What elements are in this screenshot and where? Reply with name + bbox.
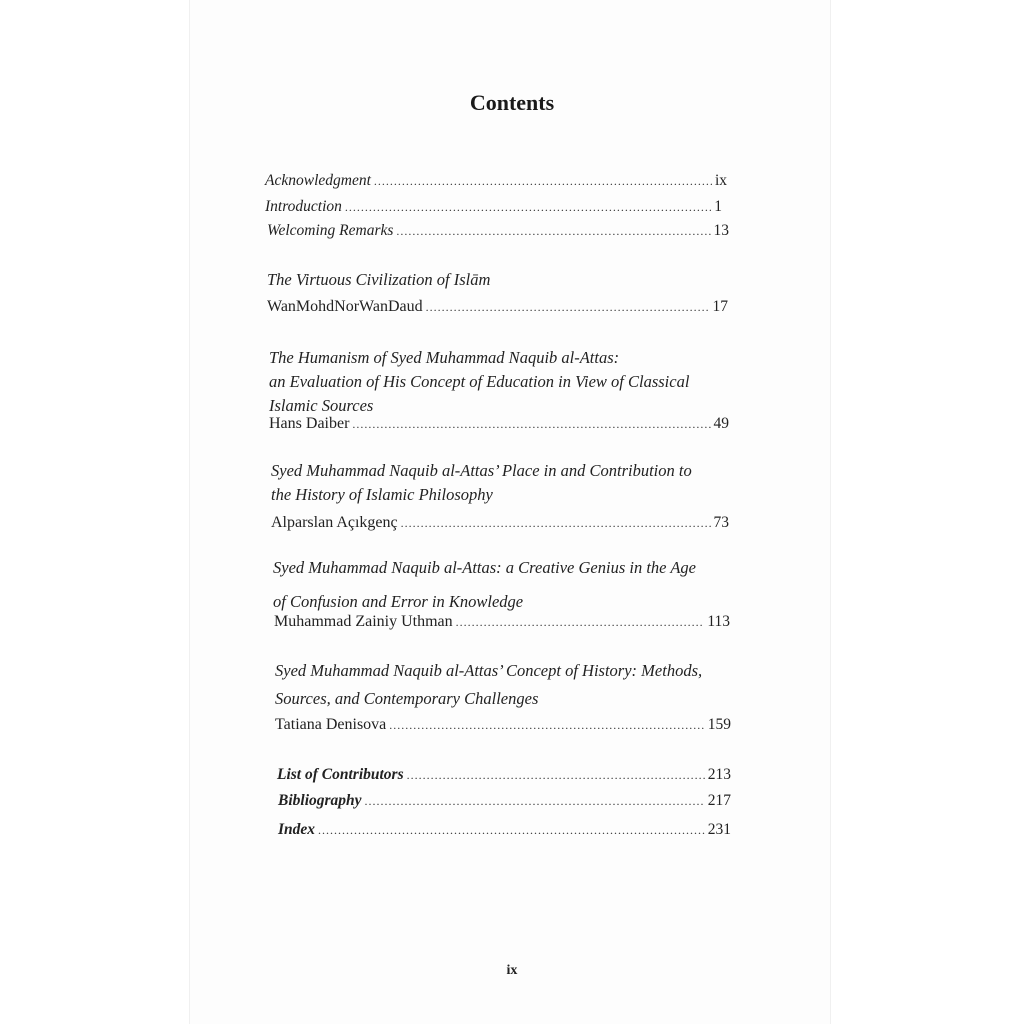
dot-leader — [456, 615, 705, 630]
dot-leader — [389, 718, 704, 733]
dot-leader — [426, 300, 710, 315]
toc-entry-acknowledgment — [265, 172, 727, 190]
toc-entry-page: 113 — [707, 613, 730, 630]
chapter-title — [273, 556, 696, 614]
toc-entry-label: Welcoming Remarks — [267, 222, 394, 239]
toc-entry-list-of-contributors — [277, 766, 731, 784]
toc-entry-page: 217 — [707, 792, 731, 809]
dot-leader — [365, 794, 705, 809]
toc-entry-page: 213 — [707, 766, 731, 783]
chapter-author: Muhammad Zainiy Uthman — [274, 613, 453, 630]
chapter-title-line: Syed Muhammad Naquib al-Attas: a Creative Genius in the Age — [273, 558, 696, 577]
dot-leader — [345, 200, 711, 215]
toc-entry-page: 73 — [713, 514, 729, 531]
dot-leader — [318, 823, 705, 838]
toc-entry-chapter-2 — [269, 415, 729, 433]
dot-leader — [396, 224, 710, 239]
chapter-title-line: Sources, and Contemporary Challenges — [275, 689, 539, 708]
dot-leader — [407, 768, 705, 783]
page-title: Contents — [469, 90, 555, 115]
chapter-author: WanMohdNorWanDaud — [267, 298, 423, 315]
chapter-title-line: Syed Muhammad Naquib al-Attas’ Concept of History: Methods, — [275, 661, 703, 680]
chapter-author: Tatiana Denisova — [275, 716, 387, 733]
toc-entry-chapter-5 — [275, 716, 731, 734]
chapter-title-line: Islamic Sources — [269, 396, 374, 415]
toc-entry-label: Bibliography — [278, 792, 362, 809]
chapter-title — [275, 659, 702, 711]
chapter-title — [267, 268, 490, 292]
toc-entry-page: 1 — [714, 198, 722, 215]
dot-leader — [401, 516, 711, 531]
toc-entry-chapter-1 — [267, 298, 728, 316]
book-page — [190, 0, 830, 1024]
toc-entry-chapter-4 — [274, 613, 730, 631]
chapter-author: Hans Daiber — [269, 415, 350, 432]
toc-entry-welcoming-remarks — [267, 222, 729, 240]
toc-entry-bibliography — [278, 792, 731, 810]
toc-entry-page: 17 — [712, 298, 728, 315]
toc-entry-label: Introduction — [265, 198, 342, 215]
chapter-author: Alparslan Açıkgenç — [271, 514, 398, 531]
toc-entry-page: 159 — [707, 716, 731, 733]
toc-entry-chapter-3 — [271, 514, 729, 532]
chapter-title — [271, 459, 692, 507]
chapter-title-line: an Evaluation of His Concept of Education in View of Classical — [269, 372, 690, 391]
toc-entry-label: List of Contributors — [277, 766, 404, 783]
chapter-title-line: Syed Muhammad Naquib al-Attas’ Place in and Contribution to — [271, 461, 692, 480]
chapter-title — [269, 346, 689, 418]
toc-entry-page: 231 — [707, 821, 731, 838]
dot-leader — [352, 417, 710, 432]
toc-entry-page: 49 — [713, 415, 729, 432]
toc-entry-introduction — [265, 198, 722, 216]
page-number: ix — [506, 963, 518, 978]
toc-entry-label: Acknowledgment — [265, 172, 371, 189]
dot-leader — [374, 174, 712, 189]
chapter-title-line: of Confusion and Error in Knowledge — [273, 592, 524, 611]
toc-entry-index — [278, 821, 731, 839]
chapter-title-line: the History of Islamic Philosophy — [271, 485, 493, 504]
chapter-title-line: The Virtuous Civilization of Islām — [267, 270, 491, 289]
toc-entry-page: ix — [714, 172, 727, 189]
chapter-title-line: The Humanism of Syed Muhammad Naquib al-Attas: — [269, 348, 620, 367]
toc-entry-page: 13 — [713, 222, 729, 239]
toc-entry-label: Index — [278, 821, 316, 838]
